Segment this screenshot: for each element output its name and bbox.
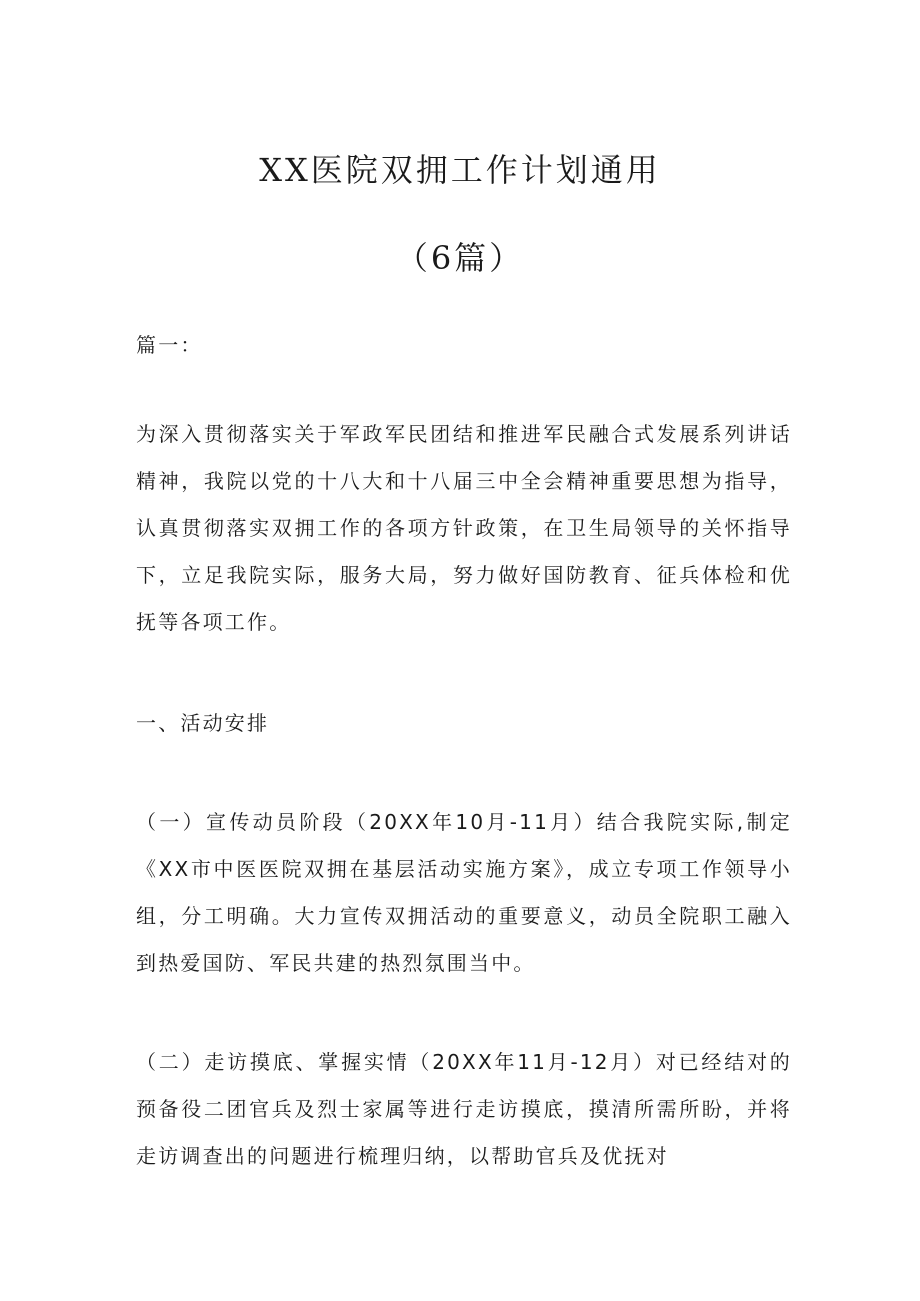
document-subtitle: （6篇） <box>395 239 525 277</box>
intro-paragraph: 为深入贯彻落实关于军政军民团结和推进军民融合式发展系列讲话精神，我院以党的十八大和十八届三中全会精神重要思想为指导，认真贯彻落实双拥工作的各项方针政策，在卫生局领导的关怀指导下，立足我院实际，服务大局，努力做好国防教育、征兵体检和优抚等各项工作。 <box>136 422 792 634</box>
activities-heading: 一、活动安排 <box>136 711 270 735</box>
document-title: XX医院双拥工作计划通用 <box>259 151 661 189</box>
stage1-paragraph: （一）宣传动员阶段（20XX年10月-11月）结合我院实际,制定《XX市中医医院双拥在基层活动实施方案》，成立专项工作领导小组，分工明确。大力宣传双拥活动的重要意义，动员全院职工融入到热爱国防、军民共建的热烈氛围当中。 <box>136 810 792 975</box>
section-label: 篇一： <box>136 333 203 357</box>
stage2-paragraph: （二）走访摸底、掌握实情（20XX年11月-12月）对已经结对的预备役二团官兵及烈士家属等进行走访摸底，摸清所需所盼，并将走访调查出的问题进行梳理归纳，以帮助官兵及优抚对 <box>136 1050 792 1168</box>
